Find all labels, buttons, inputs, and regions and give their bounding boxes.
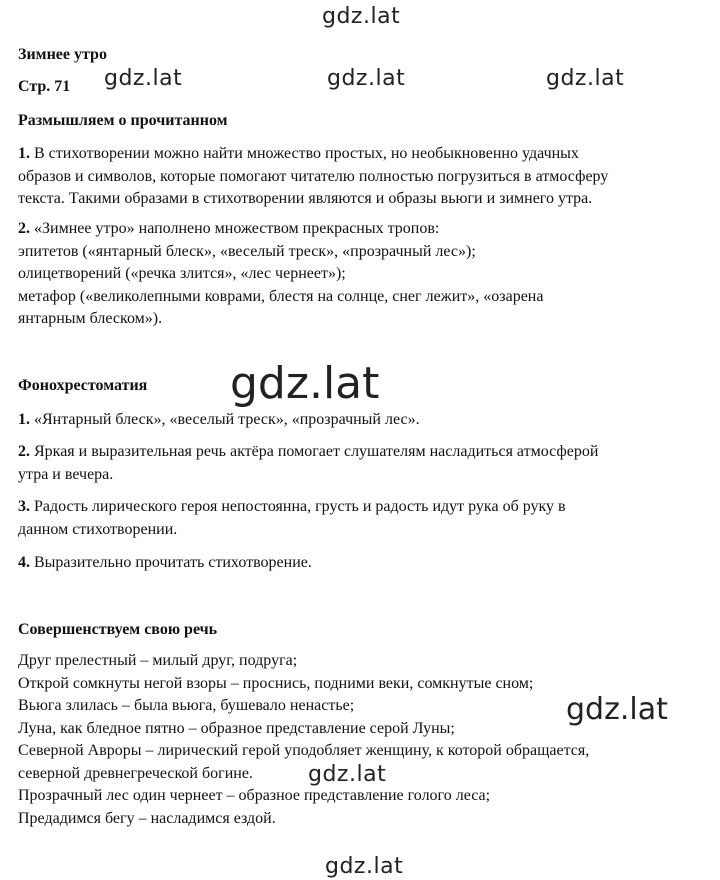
- phono-answer-3: [18, 496, 566, 541]
- text-line: Друг прелестный – милый друг, подруга;: [18, 652, 298, 669]
- text-line: [18, 552, 312, 575]
- text-line: Предадимся бегу – насладимся ездой.: [18, 809, 276, 827]
- text-content: «Янтарный блеск», «веселый треск», «прозрачный лес».: [34, 411, 420, 428]
- text-line: [18, 143, 608, 166]
- watermark-row-2: gdz.lat: [327, 66, 406, 91]
- watermark-top: gdz.lat: [322, 4, 401, 29]
- text-line: Прозрачный лес один чернеет – образное представление голого леса;: [18, 787, 491, 804]
- watermark-row-3: gdz.lat: [546, 66, 625, 91]
- phono-answer-1: [18, 409, 420, 432]
- document-title: Зимнее утро: [18, 46, 107, 63]
- text-line: северной древнегреческой богине.: [18, 764, 253, 782]
- text-line: янтарным блеском»).: [18, 310, 163, 327]
- text-line: утра и вечера.: [18, 465, 114, 483]
- text-content: Радость лирического героя непостоянна, грусть и радость идут рука об руку в: [34, 498, 566, 515]
- section-heading-reflection: Размышляем о прочитанном: [18, 112, 228, 129]
- watermark-bottom: gdz.lat: [325, 854, 404, 879]
- watermark-lower: gdz.lat: [308, 762, 387, 787]
- reflection-answer-2: [18, 218, 543, 331]
- watermark-large: gdz.lat: [230, 358, 380, 409]
- answer-number: 1.: [18, 145, 30, 162]
- text-line: Луна, как бледное пятно – образное представление серой Луны;: [18, 719, 455, 737]
- section-heading-speech: Совершенствуем свою речь: [18, 621, 218, 638]
- phono-answer-2: [18, 441, 598, 486]
- text-content: «Зимнее утро» наполнено множеством прекрасных тропов:: [34, 220, 440, 237]
- text-line: данном стихотворении.: [18, 520, 178, 538]
- answer-number: 2.: [18, 443, 30, 460]
- text-line: Открой сомкнуты негой взоры – проснись, подними веки, сомкнутые сном;: [18, 674, 534, 692]
- text-line: текста. Такими образами в стихотворении являются и образы вьюги и зимнего утра.: [18, 190, 593, 207]
- text-content: В стихотворении можно найти множество простых, но необыкновенно удачных: [34, 145, 579, 162]
- watermark-row-1: gdz.lat: [104, 66, 183, 91]
- text-content: Яркая и выразительная речь актёра помогает слушателям насладиться атмосферой: [34, 443, 599, 460]
- text-content: Выразительно прочитать стихотворение.: [34, 554, 312, 571]
- watermark-right: gdz.lat: [566, 692, 668, 727]
- answer-number: 1.: [18, 411, 30, 428]
- text-line: [18, 496, 566, 519]
- text-line: метафор («великолепными коврами, блестя на солнце, снег лежит», «озарена: [18, 287, 544, 305]
- page-number: Стр. 71: [18, 78, 71, 95]
- reflection-answer-1: [18, 143, 608, 211]
- text-line: Вьюга злилась – была вьюга, бушевало ненастье;: [18, 697, 355, 714]
- answer-number: 2.: [18, 220, 30, 237]
- text-line: [18, 441, 598, 464]
- text-line: олицетворений («речка злится», «лес чернеет»);: [18, 265, 346, 282]
- answer-number: 3.: [18, 498, 30, 515]
- answer-number: 4.: [18, 554, 30, 571]
- text-line: эпитетов («янтарный блеск», «веселый треск», «прозрачный лес»);: [18, 242, 476, 260]
- text-line: Северной Авроры – лирический герой уподобляет женщину, к которой обращается,: [18, 742, 590, 759]
- text-line: образов и символов, которые помогают читателю полностью погрузиться в атмосферу: [18, 167, 609, 185]
- section-heading-phono: Фонохрестоматия: [18, 377, 148, 394]
- phono-answer-4: [18, 552, 312, 575]
- text-line: [18, 218, 543, 241]
- speech-list: [18, 650, 589, 830]
- text-line: [18, 409, 420, 432]
